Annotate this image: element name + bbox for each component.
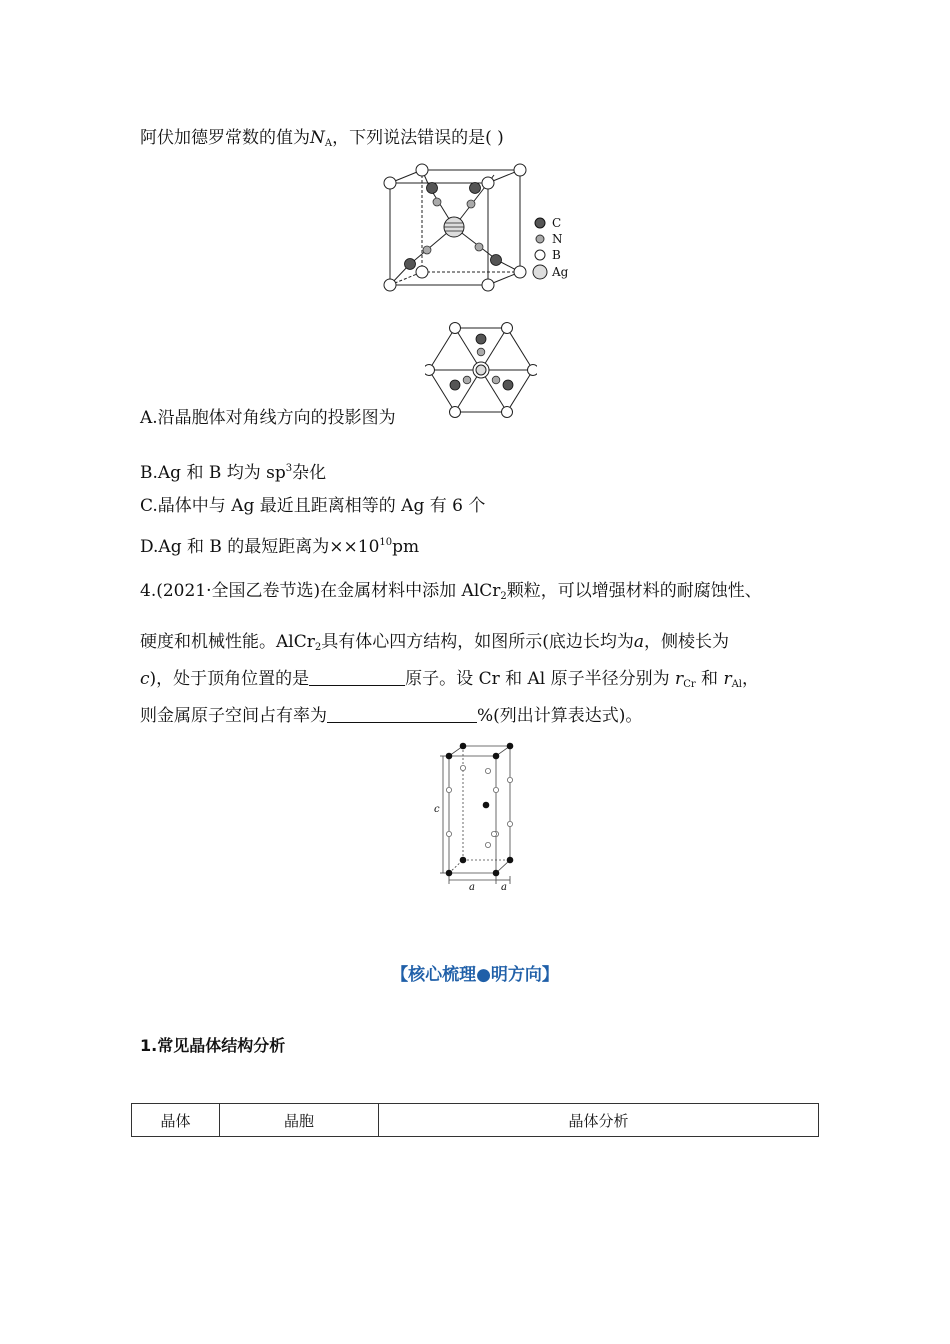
q3-stem: 阿伏加德罗常数的值为$N_A$，下列说法错误的是( ) bbox=[140, 128, 504, 149]
legend-n: N bbox=[552, 232, 563, 246]
q3-option-d: D.Ag 和 B 的最短距离为$\times\times 10^{10}pm$ bbox=[140, 537, 420, 557]
crystal-cell-figure bbox=[375, 160, 585, 295]
table-header-crystal: 晶体 bbox=[132, 1104, 220, 1137]
table-header-analysis: 晶体分析 bbox=[379, 1104, 819, 1137]
legend-b: B bbox=[552, 248, 561, 262]
section-heading: 【核心梳理●明方向】 bbox=[391, 965, 559, 985]
q4-line-1: 4.(2021·全国乙卷节选)在金属材料中添加 AlCr$_2$颗粒，可以增强材料的耐腐蚀性、 bbox=[140, 581, 762, 602]
q4-line-3: c)，处于顶角位置的是 原子。设 Cr 和 Al 原子半径分别为 $r_{Cr}$ 和 $r_{Al}$， bbox=[140, 669, 759, 690]
answer-blank-2[interactable] bbox=[327, 706, 477, 723]
projection-figure bbox=[425, 320, 537, 420]
q3-option-a: A.沿晶胞体对角线方向的投影图为 bbox=[140, 408, 396, 428]
q3-option-c: C.晶体中与 Ag 最近且距离相等的 Ag 有 6 个 bbox=[140, 496, 486, 516]
q4-line-2: 硬度和机械性能。AlCr$_2$具有体心四方结构，如图所示(底边长均为a，侧棱长为 bbox=[140, 632, 730, 653]
answer-blank-1[interactable] bbox=[309, 669, 405, 686]
section-title: 1.常见晶体结构分析 bbox=[140, 1036, 286, 1055]
legend-c: C bbox=[552, 216, 562, 230]
fig-label-a2: a bbox=[501, 882, 507, 893]
fig-label-a1: a bbox=[469, 882, 475, 893]
q4-line-4: 则金属原子空间占有率为 %(列出计算表达式)。 bbox=[140, 706, 643, 726]
table-header-cell: 晶胞 bbox=[220, 1104, 379, 1137]
q3-option-b: B.Ag 和 B 均为 $sp^3$杂化 bbox=[140, 463, 327, 483]
table-header-row bbox=[132, 1104, 819, 1137]
fig-label-c: c bbox=[434, 804, 440, 815]
crystal-analysis-table bbox=[131, 1103, 819, 1137]
alcr2-cell-figure bbox=[428, 738, 524, 894]
legend-ag: Ag bbox=[552, 265, 569, 279]
